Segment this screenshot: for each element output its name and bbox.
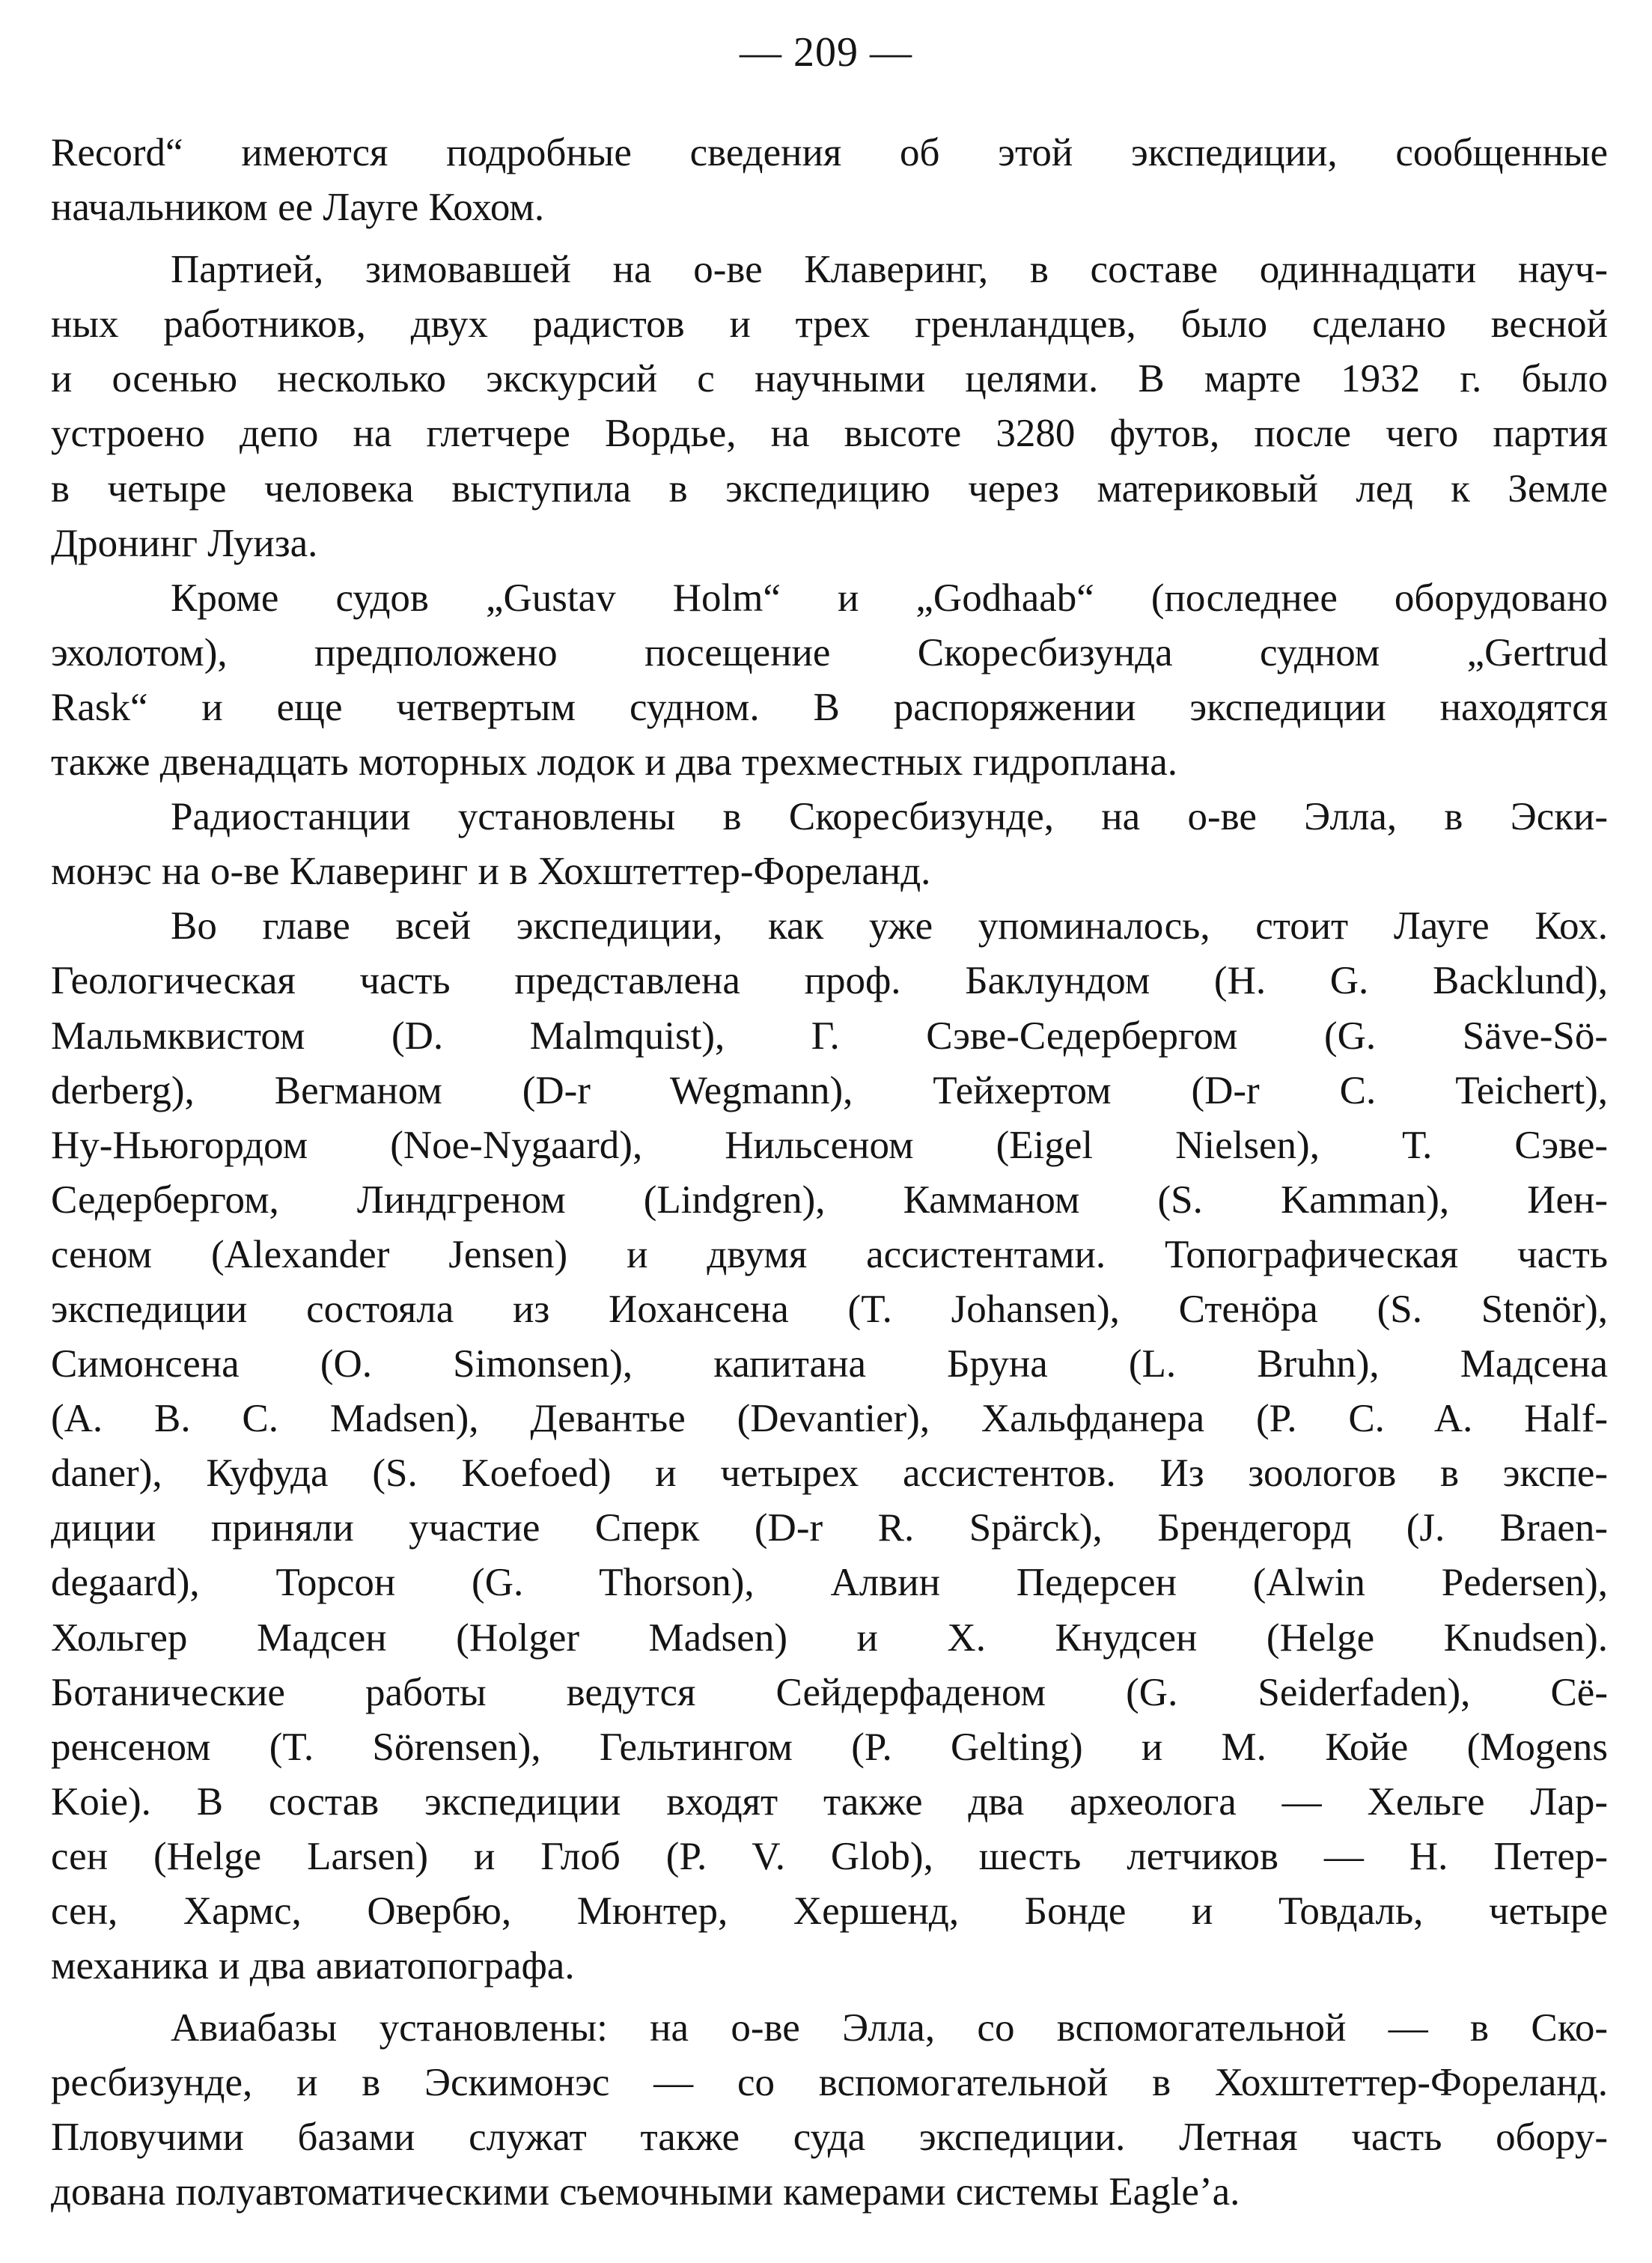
text-line: degaard), Торсон (G. Thorson), Алвин Педерсен (Alwin Pedersen), bbox=[51, 1561, 1608, 1605]
text-line: (A. B. C. Madsen), Девантье (Devantier), Хальфданера (P. C. A. Half- bbox=[51, 1397, 1608, 1441]
text-line: Ну-Ньюгордом (Noe-Nygaard), Нильсеном (Eigel Nielsen), Т. Сэве- bbox=[51, 1123, 1608, 1167]
text-line: ренсеном (T. Sörensen), Гельтингом (P. Gelting) и М. Койе (Mogens bbox=[51, 1725, 1608, 1769]
text-line: Симонсена (O. Simonsen), капитана Бруна (L. Bruhn), Мадсена bbox=[51, 1342, 1608, 1386]
text-line: сеном (Alexander Jensen) и двумя ассистентами. Топографическая часть bbox=[51, 1232, 1608, 1276]
body-text bbox=[51, 126, 1608, 2220]
paragraph bbox=[51, 243, 1608, 571]
text-line: эхолотом), предположено посещение Скоресбизунда судном „Gertrud bbox=[51, 630, 1608, 674]
text-line: диции приняли участие Сперк (D-r R. Spärck), Брендегорд (J. Braen- bbox=[51, 1506, 1608, 1550]
text-line: ных работников, двух радистов и трех гренландцев, было сделано весной bbox=[51, 302, 1608, 347]
paragraph bbox=[51, 126, 1608, 235]
text-line: Седербергом, Линдгреном (Lindgren), Камманом (S. Kamman), Иен- bbox=[51, 1178, 1608, 1222]
text-line: Record“ имеются подробные сведения об этой экспедиции, сообщенные bbox=[51, 131, 1608, 174]
text-line: Ботанические работы ведутся Сейдерфаденом (G. Seiderfaden), Сё- bbox=[51, 1670, 1608, 1714]
text-line: сен, Хармс, Овербю, Мюнтер, Хершенд, Бонде и Товдаль, четыре bbox=[51, 1889, 1608, 1933]
text-line: монэс на о-ве Клаверинг и в Хохштеттер-Фореланд. bbox=[51, 850, 931, 894]
page-number: — 209 — bbox=[740, 29, 912, 76]
text-line: Мальмквистом (D. Malmquist), Г. Сэве-Седербергом (G. Säve-Sö- bbox=[51, 1014, 1608, 1058]
text-line: ресбизунде, и в Эскимонэс — со вспомогательной в Хохштеттер-Фореланд. bbox=[51, 2061, 1608, 2105]
text-line: Пловучими базами служат также суда экспедиции. Летная часть обору- bbox=[51, 2116, 1608, 2160]
text-line: механика и два авиатопографа. bbox=[51, 1944, 575, 1988]
text-line: Во главе всей экспедиции, как уже упоминалось, стоит Лауге Кох. bbox=[171, 904, 1608, 948]
text-line: устроено депо на глетчере Вордье, на высоте 3280 футов, после чего партия bbox=[51, 412, 1608, 456]
paragraph bbox=[51, 2001, 1608, 2220]
paragraph bbox=[51, 899, 1608, 1994]
text-line: и осенью несколько экскурсий с научными целями. В марте 1932 г. было bbox=[51, 357, 1608, 401]
text-line: в четыре человека выступила в экспедицию через материковый лед к Земле bbox=[51, 466, 1608, 511]
text-line: derberg), Вегманом (D-r Wegmann), Тейхертом (D-r C. Teichert), bbox=[51, 1068, 1608, 1112]
text-line: Koie). В состав экспедиции входят также два археолога — Хельге Лар- bbox=[51, 1779, 1608, 1824]
text-line: дована полуавтоматическими съемочными камерами системы Eagle’a. bbox=[51, 2170, 1240, 2214]
text-line: начальником ее Лауге Кохом. bbox=[51, 186, 545, 230]
text-line: Хольгер Мадсен (Holger Madsen) и Х. Кнудсен (Helge Knudsen). bbox=[51, 1615, 1608, 1660]
text-line: daner), Куфуда (S. Koefoed) и четырех ассистентов. Из зоологов в экспе- bbox=[51, 1452, 1608, 1496]
text-line: Rask“ и еще четвертым судном. В распоряжении экспедиции находятся bbox=[51, 685, 1608, 729]
text-line: Геологическая часть представлена проф. Баклундом (H. G. Backlund), bbox=[51, 959, 1608, 1003]
paragraph bbox=[51, 571, 1608, 790]
text-line: сен (Helge Larsen) и Глоб (P. V. Glob), шесть летчиков — Н. Петер- bbox=[51, 1834, 1608, 1878]
text-line: Дронинг Луиза. bbox=[51, 521, 318, 565]
text-line: Авиабазы установлены: на о-ве Элла, со вспомогательной — в Ско- bbox=[171, 2006, 1608, 2050]
text-line: также двенадцать моторных лодок и два трехместных гидроплана. bbox=[51, 740, 1177, 785]
text-line: Партией, зимовавшей на о-ве Клаверинг, в составе одиннадцати науч- bbox=[171, 248, 1608, 292]
text-line: Кроме судов „Gustav Holm“ и „Godhaab“ (последнее оборудовано bbox=[171, 576, 1608, 620]
text-line: экспедиции состояла из Иохансена (T. Johansen), Стенöра (S. Stenör), bbox=[51, 1287, 1608, 1331]
text-line: Радиостанции установлены в Скоресбизунде, на о-ве Элла, в Эски- bbox=[171, 795, 1608, 839]
paragraph bbox=[51, 790, 1608, 899]
